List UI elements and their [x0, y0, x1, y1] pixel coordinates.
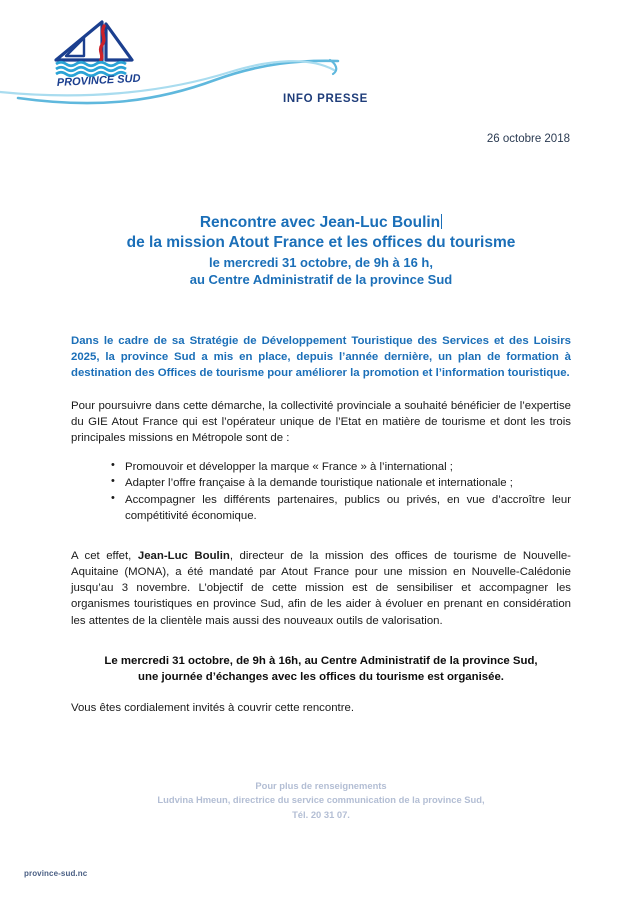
closing-invitation: Vous êtes cordialement invités à couvrir cette rencontre. [71, 701, 355, 714]
document-header [0, 0, 642, 122]
page-title [71, 213, 571, 288]
logo-wordmark: PROVINCE SUD [56, 72, 141, 88]
title-line-1 [71, 213, 571, 233]
intro-paragraph: Dans le cadre de sa Stratégie de Développement Touristique des Services et des Loisirs 2025, la province Sud a mis en place, depuis l’année dernière, un plan de formation à destination des Offices de tourisme pour améliorer la promotion et l’information touristique. [71, 335, 571, 380]
title-line-2: de la mission Atout France et les offices du tourisme [126, 234, 516, 252]
paragraph-3-lead: A cet effet, [71, 549, 138, 562]
text-cursor [441, 214, 442, 229]
paragraph-3 [71, 548, 571, 629]
document-body [71, 333, 571, 716]
event-highlight [71, 653, 571, 686]
title-line-3: le mercredi 31 octobre, de 9h à 16 h, [209, 254, 433, 270]
list-item: • Promouvoir et développer la marque « France » à l’international ; [111, 459, 571, 475]
list-item: • Adapter l’offre française à la demande touristique nationale et internationale ; [111, 475, 571, 491]
paragraph-spacer [71, 537, 571, 548]
missions-bullet-list [71, 459, 571, 524]
paragraph-3-rest: , directeur de la mission des offices de tourisme de Nouvelle-Aquitaine (MONA), a été mandaté par Atout France pour une mission en Nouvelle-Calédonie jusqu’au 3 novembre. L’objectif de cette mission est de sensibiliser et accompagner les organismes touristiques en province Sud, afin de les aider à évoluer en prenant en considération les attentes de la clientèle mais aussi des nouveaux outils de valorisation. [71, 549, 571, 627]
footer-line-1: Pour plus de renseignements [255, 780, 387, 791]
paragraph-spacer-2 [71, 642, 571, 653]
title-line-4: au Centre Administratif de la province Sud [189, 272, 453, 288]
info-presse-label: INFO PRESSE [283, 93, 369, 105]
footer-line-3: Tél. 20 31 07. [292, 808, 350, 820]
footer-line-2: Ludvina Hmeun, directrice du service communication de la province Sud, [157, 794, 485, 806]
website-tag: province-sud.nc [24, 869, 88, 878]
event-highlight-line-1: Le mercredi 31 octobre, de 9h à 16h, au Centre Administratif de la province Sud, [104, 654, 538, 667]
title-line-1-text: Rencontre avec Jean-Luc Boulin [199, 214, 441, 231]
person-name-emphasis: Jean-Luc Boulin [137, 549, 230, 562]
document-date: 26 octobre 2018 [486, 133, 570, 145]
paragraph-2: Pour poursuivre dans cette démarche, la collectivité provinciale a souhaité bénéficier de l’expertise du GIE Atout France qui est l’opérateur unique de l’Etat en matière de tourisme et dont les trois principales missions en Métropole sont de : [71, 399, 571, 444]
document-footer [71, 779, 571, 822]
list-item: • Accompagner les différents partenaires, publics ou privés, en vue d’accroître leur compétitivité économique. [111, 492, 571, 524]
event-highlight-line-2: une journée d’échanges avec les offices du tourisme est organisée. [138, 671, 504, 684]
